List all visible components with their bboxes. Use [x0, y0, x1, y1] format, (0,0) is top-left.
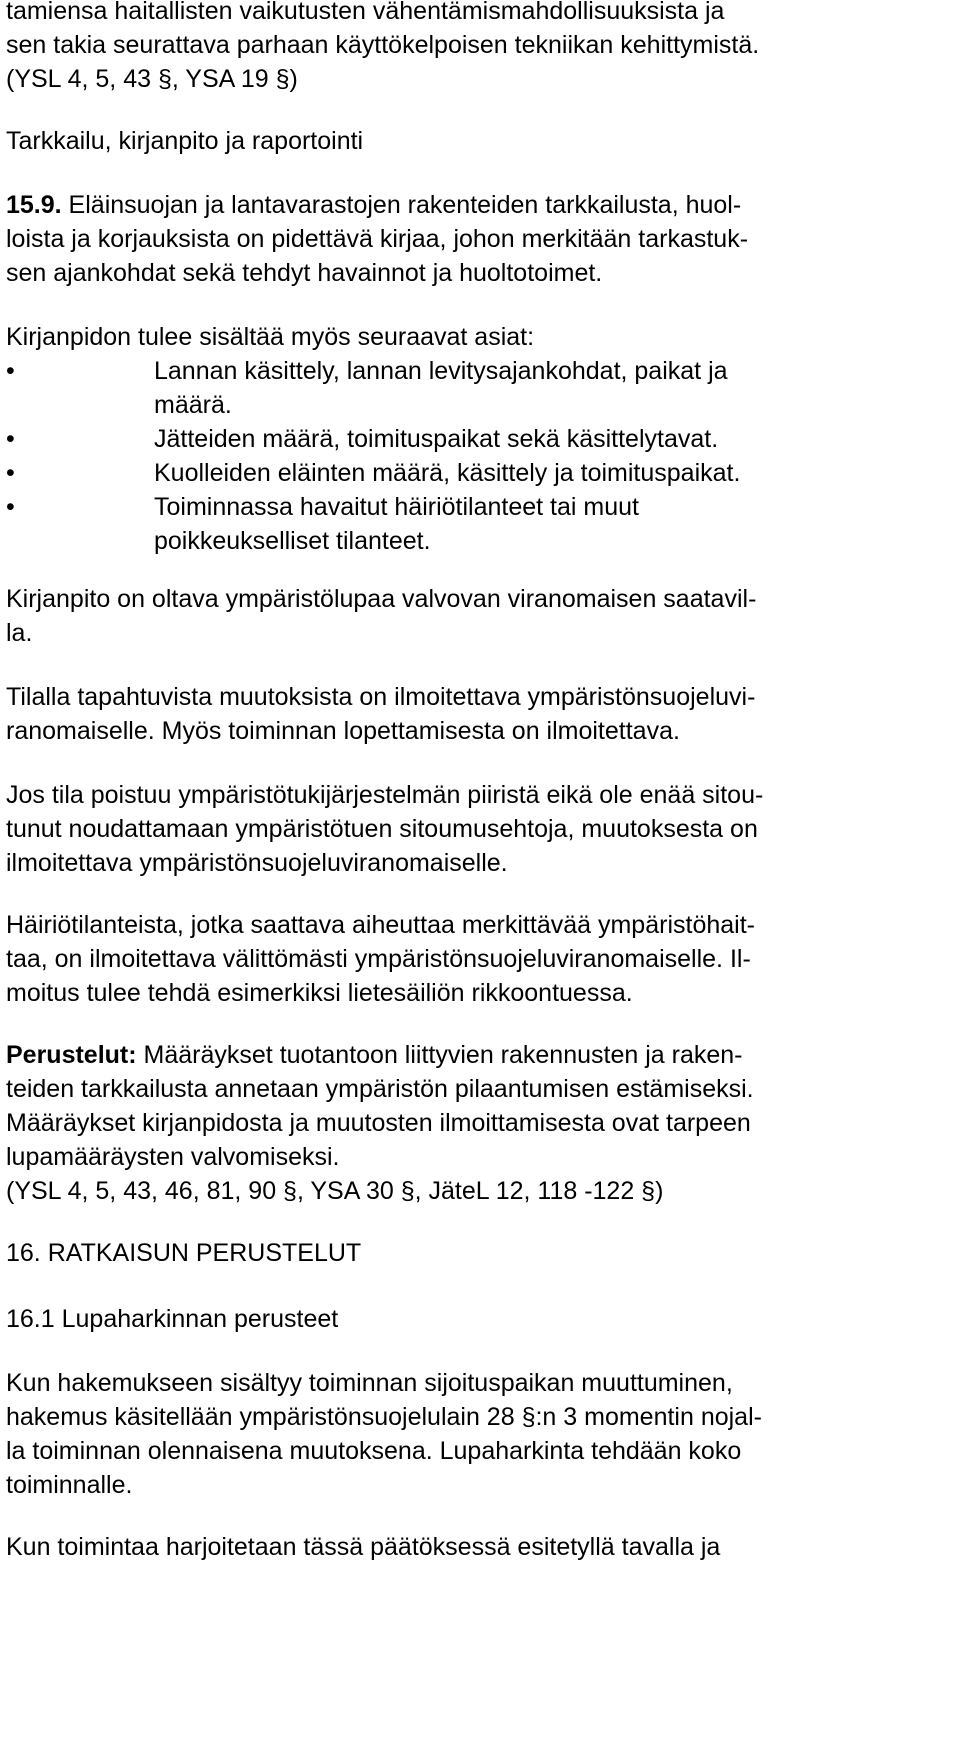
list-item	[6, 490, 946, 524]
item-number: 15.9.	[6, 191, 62, 219]
text-line: ilmoitettava ympäristönsuojeluviranomaiselle.	[6, 849, 508, 877]
section-heading: 16. RATKAISUN PERUSTELUT	[6, 1239, 362, 1267]
list-item-text: Lannan käsittely, lannan levitysajankohdat, paikat ja	[154, 357, 728, 385]
list-item	[6, 456, 946, 490]
list-item-text: Toiminnassa havaitut häiriötilanteet tai muut	[154, 493, 639, 521]
justification-label: Perustelut:	[6, 1041, 137, 1069]
text-line	[6, 188, 748, 222]
text-line: Tilalla tapahtuvista muutoksista on ilmoitettava ympäristönsuojeluvi-	[6, 683, 756, 711]
incident-paragraph	[6, 908, 755, 1010]
subsidy-paragraph	[6, 778, 763, 880]
intro-paragraph	[6, 0, 759, 96]
text-line: teiden tarkkailusta annetaan ympäristön pilaantumisen estämiseksi.	[6, 1075, 754, 1103]
records-intro: Kirjanpidon tulee sisältää myös seuraavat asiat:	[6, 323, 535, 351]
text-line: tamiensa haitallisten vaikutusten vähentämismahdollisuuksista ja	[6, 0, 725, 25]
item-text: Eläinsuojan ja lantavarastojen rakenteiden tarkkailusta, huol-	[61, 191, 742, 219]
availability-paragraph	[6, 582, 756, 650]
text-line: sen takia seurattava parhaan käyttökelpoisen tekniikan kehittymistä.	[6, 31, 760, 59]
subsection-heading: 16.1 Lupaharkinnan perusteet	[6, 1305, 339, 1333]
section-16-heading	[6, 1236, 361, 1270]
text-line: tunut noudattamaan ympäristötuen sitoumusehtoja, muutoksesta on	[6, 815, 758, 843]
text-line: ranomaiselle. Myös toiminnan lopettamisesta on ilmoitettava.	[6, 717, 680, 745]
list-item-text: Jätteiden määrä, toimituspaikat sekä käsittelytavat.	[154, 425, 719, 453]
text-line: Kun toimintaa harjoitetaan tässä päätöksessä esitetyllä tavalla ja	[6, 1533, 721, 1561]
list-item-continuation: poikkeukselliset tilanteet.	[154, 527, 431, 555]
text-line: Kirjanpito on oltava ympäristölupaa valvovan viranomaisen saatavil-	[6, 585, 757, 613]
text-line: Määräykset kirjanpidosta ja muutosten ilmoittamisesta ovat tarpeen	[6, 1109, 751, 1137]
justification-text: Määräykset tuotantoon liittyvien rakennusten ja raken-	[136, 1041, 743, 1069]
text-line: la toiminnan olennaisena muutoksena. Lupaharkinta tehdään koko	[6, 1437, 742, 1465]
text-line: toiminnalle.	[6, 1471, 133, 1499]
section-16-1-heading	[6, 1302, 338, 1336]
text-line: (YSL 4, 5, 43 §, YSA 19 §)	[6, 65, 298, 93]
list-item	[6, 422, 946, 456]
text-line: moitus tulee tehdä esimerkiksi lietesäiliön rikkoontuessa.	[6, 979, 633, 1007]
justification-paragraph	[6, 1038, 754, 1208]
text-line: loista ja korjauksista on pidettävä kirjaa, johon merkitään tarkastuk-	[6, 225, 749, 253]
text-line: taa, on ilmoitettava välittömästi ympäristönsuojeluviranomaiselle. Il-	[6, 945, 751, 973]
list-item-text: Kuolleiden eläinten määrä, käsittely ja toimituspaikat.	[154, 459, 741, 487]
text-line: sen ajankohdat sekä tehdyt havainnot ja huoltotoimet.	[6, 259, 603, 287]
bullet-icon: •	[6, 357, 15, 385]
permit-paragraph	[6, 1366, 762, 1502]
text-line: Häiriötilanteista, jotka saattava aiheuttaa merkittävää ympäristöhait-	[6, 911, 755, 939]
legal-reference: (YSL 4, 5, 43, 46, 81, 90 §, YSA 30 §, JäteL 12, 118 -122 §)	[6, 1177, 664, 1205]
list-item-continuation: määrä.	[154, 391, 232, 419]
operation-paragraph	[6, 1530, 720, 1564]
bullet-icon: •	[6, 493, 15, 521]
text-line	[6, 1038, 754, 1072]
text-line: hakemus käsitellään ympäristönsuojelulain 28 §:n 3 momentin nojal-	[6, 1403, 762, 1431]
section-heading: Tarkkailu, kirjanpito ja raportointi	[6, 127, 364, 155]
text-line: Jos tila poistuu ympäristötukijärjestelmän piiristä eikä ole enää sitou-	[6, 781, 764, 809]
records-section	[6, 320, 946, 558]
changes-paragraph	[6, 680, 755, 748]
text-line: la.	[6, 619, 33, 647]
bullet-icon: •	[6, 459, 15, 487]
text-line: lupamääräysten valvomiseksi.	[6, 1143, 340, 1171]
item-15-9	[6, 188, 748, 290]
text-line: Kun hakemukseen sisältyy toiminnan sijoituspaikan muuttuminen,	[6, 1369, 733, 1397]
monitoring-heading	[6, 124, 363, 158]
list-item	[6, 354, 946, 388]
bullet-icon: •	[6, 425, 15, 453]
